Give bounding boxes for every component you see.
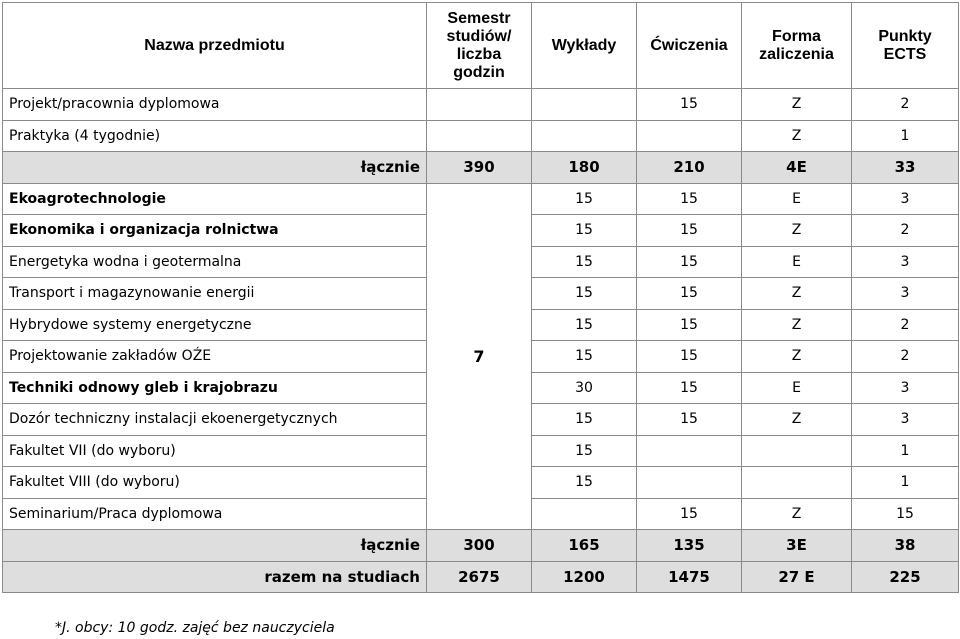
- total-form: 3E: [742, 530, 852, 562]
- ects-cell: 3: [852, 372, 959, 404]
- total-lectures: 180: [532, 152, 637, 184]
- grand-total-exercises: 1475: [637, 561, 742, 593]
- header-form: Forma zaliczenia: [742, 3, 852, 89]
- lectures-cell: 15: [532, 278, 637, 310]
- total-exercises: 210: [637, 152, 742, 184]
- form-cell: Z: [742, 120, 852, 152]
- subject-name: Hybrydowe systemy energetyczne: [3, 309, 427, 341]
- form-cell: [742, 435, 852, 467]
- subject-name: Projektowanie zakładów OŹE: [3, 341, 427, 373]
- total-label: łącznie: [3, 530, 427, 562]
- subject-name: Praktyka (4 tygodnie): [3, 120, 427, 152]
- subject-name: Fakultet VIII (do wyboru): [3, 467, 427, 499]
- form-cell: Z: [742, 89, 852, 121]
- total-lectures: 165: [532, 530, 637, 562]
- ects-cell: 3: [852, 404, 959, 436]
- exercises-cell: 15: [637, 341, 742, 373]
- grand-total-row: [3, 561, 959, 593]
- lectures-cell: 30: [532, 372, 637, 404]
- exercises-cell: 15: [637, 215, 742, 247]
- form-cell: Z: [742, 215, 852, 247]
- subject-name: Fakultet VII (do wyboru): [3, 435, 427, 467]
- header-semester: Semestr studiów/ liczba godzin: [427, 3, 532, 89]
- subject-name: Transport i magazynowanie energii: [3, 278, 427, 310]
- header-lectures: Wykłady: [532, 3, 637, 89]
- lectures-cell: 15: [532, 309, 637, 341]
- subject-name: Techniki odnowy gleb i krajobrazu: [3, 372, 427, 404]
- exercises-cell: 15: [637, 89, 742, 121]
- subject-name: Ekonomika i organizacja rolnictwa: [3, 215, 427, 247]
- subject-name: Energetyka wodna i geotermalna: [3, 246, 427, 278]
- ects-cell: 2: [852, 215, 959, 247]
- ects-cell: 2: [852, 309, 959, 341]
- lectures-cell: 15: [532, 215, 637, 247]
- lectures-cell: [532, 89, 637, 121]
- table-header-row: [3, 3, 959, 89]
- lectures-cell: 15: [532, 341, 637, 373]
- grand-total-ects: 225: [852, 561, 959, 593]
- total-row: [3, 530, 959, 562]
- form-cell: E: [742, 183, 852, 215]
- form-cell: E: [742, 246, 852, 278]
- exercises-cell: 15: [637, 183, 742, 215]
- ects-cell: 2: [852, 341, 959, 373]
- total-exercises: 135: [637, 530, 742, 562]
- exercises-cell: [637, 435, 742, 467]
- exercises-cell: [637, 120, 742, 152]
- exercises-cell: 15: [637, 309, 742, 341]
- semester-7-cell: 7: [427, 183, 532, 530]
- semester-cell: [427, 89, 532, 121]
- ects-cell: 1: [852, 467, 959, 499]
- subject-name: Seminarium/Praca dyplomowa: [3, 498, 427, 530]
- table-row: [3, 89, 959, 121]
- lectures-cell: 15: [532, 435, 637, 467]
- form-cell: E: [742, 372, 852, 404]
- exercises-cell: 15: [637, 372, 742, 404]
- lectures-cell: [532, 498, 637, 530]
- lectures-cell: 15: [532, 467, 637, 499]
- subject-name: Ekoagrotechnologie: [3, 183, 427, 215]
- form-cell: [742, 467, 852, 499]
- lectures-cell: 15: [532, 246, 637, 278]
- grand-total-form: 27 E: [742, 561, 852, 593]
- ects-cell: 1: [852, 435, 959, 467]
- exercises-cell: 15: [637, 278, 742, 310]
- form-cell: Z: [742, 341, 852, 373]
- header-subject-name: Nazwa przedmiotu: [3, 3, 427, 89]
- total-semester: 390: [427, 152, 532, 184]
- table-row: [3, 183, 959, 215]
- form-cell: Z: [742, 278, 852, 310]
- lectures-cell: 15: [532, 183, 637, 215]
- grand-total-semester: 2675: [427, 561, 532, 593]
- grand-total-lectures: 1200: [532, 561, 637, 593]
- form-cell: Z: [742, 309, 852, 341]
- grand-total-label: razem na studiach: [3, 561, 427, 593]
- ects-cell: 3: [852, 183, 959, 215]
- exercises-cell: 15: [637, 404, 742, 436]
- ects-cell: 1: [852, 120, 959, 152]
- total-semester: 300: [427, 530, 532, 562]
- subject-name: Projekt/pracownia dyplomowa: [3, 89, 427, 121]
- lectures-cell: 15: [532, 404, 637, 436]
- subject-name: Dozór techniczny instalacji ekoenergetycznych: [3, 404, 427, 436]
- exercises-cell: 15: [637, 498, 742, 530]
- total-label: łącznie: [3, 152, 427, 184]
- ects-cell: 3: [852, 246, 959, 278]
- ects-cell: 2: [852, 89, 959, 121]
- header-ects: Punkty ECTS: [852, 3, 959, 89]
- total-ects: 38: [852, 530, 959, 562]
- form-cell: Z: [742, 404, 852, 436]
- exercises-cell: [637, 467, 742, 499]
- header-exercises: Ćwiczenia: [637, 3, 742, 89]
- semester-cell: [427, 120, 532, 152]
- footnote: *J. obcy: 10 godz. zajęć bez nauczyciela: [55, 620, 335, 636]
- ects-cell: 15: [852, 498, 959, 530]
- ects-cell: 3: [852, 278, 959, 310]
- lectures-cell: [532, 120, 637, 152]
- form-cell: Z: [742, 498, 852, 530]
- total-form: 4E: [742, 152, 852, 184]
- table-row: [3, 120, 959, 152]
- total-ects: 33: [852, 152, 959, 184]
- curriculum-table: [2, 2, 959, 593]
- exercises-cell: 15: [637, 246, 742, 278]
- total-row: [3, 152, 959, 184]
